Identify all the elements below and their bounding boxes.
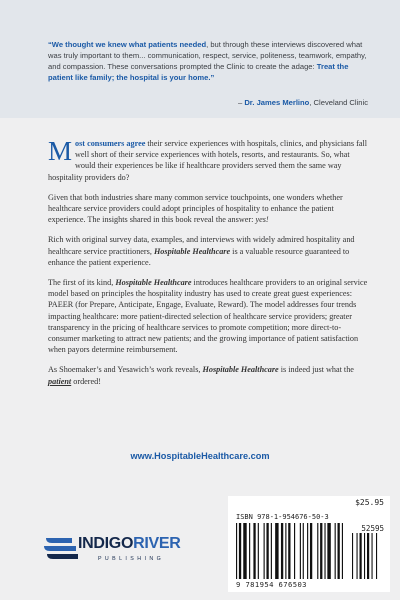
back-cover-copy [48, 138, 370, 396]
paragraph-5-text-b: is indeed just what the [278, 365, 354, 375]
attribution-name: Dr. James Merlino [244, 98, 310, 107]
attribution-dash: – [237, 98, 245, 107]
river-wave-icon [42, 530, 82, 566]
ean-digits: 9 781954 676503 [236, 580, 307, 589]
publisher-subtitle: PUBLISHING [98, 556, 165, 562]
publisher-word-a: INDIGO [78, 535, 134, 552]
quote-attribution [238, 98, 368, 107]
book-title: Hospitable Healthcare [115, 278, 192, 288]
lead-in: ost consumers agree [75, 139, 146, 148]
drop-cap: M [48, 136, 73, 166]
barcode-icon [236, 523, 384, 581]
paragraph-5 [48, 364, 370, 386]
publisher-name [78, 535, 181, 553]
paragraph-5-text-a: As Shoemaker’s and Yesawich’s work reveals, [48, 365, 203, 375]
quote-adage: Treat the patient like family; the hospital is your home.” [48, 62, 349, 82]
paragraph-3 [48, 234, 370, 268]
paragraph-2-answer: yes! [255, 215, 269, 225]
quote-opening: “We thought we knew what patients needed [48, 40, 207, 49]
paragraph-3-text-b: is a valuable resource guaranteed to enhance the patient experience. [48, 246, 350, 267]
website-link[interactable]: www.HospitableHealthcare.com [130, 451, 270, 461]
publisher-word-b: RIVER [133, 535, 181, 552]
book-title: Hospitable Healthcare [202, 365, 279, 375]
pull-quote [48, 39, 370, 83]
price: $25.95 [355, 498, 384, 507]
attribution-org: , Cleveland Clinic [309, 98, 368, 107]
addon-digits: 52595 [361, 524, 384, 533]
barcode-panel [228, 496, 390, 592]
paragraph-4-text-b: introduces healthcare providers to an original service model based on principles the hospitality industry has used to create great guest experiences: PAEER (for Prepare, Anticipate, Engage, Evaluate, Reward). The model addresses four trends impacting healthcare: more patient-directed selection of healthcare service providers; greater transparency in the pricing of healthcare services to promote competition; more direct-to-consumer marketing to attract new patients; and the growing importance of patient satisfaction when payors determine reimbursement. [48, 278, 368, 355]
paragraph-2-text: Given that both industries share many common service touchpoints, one wonders whether healthcare service providers could adopt principles of hospitality to enhance the patient experience. The insights shared in this book reveal the answer: [48, 192, 343, 225]
patient-emphasis: patient [48, 376, 72, 386]
paragraph-1 [48, 138, 370, 183]
paragraph-1-text: their service experiences with hospitals, clinics, and physicians fall well short of their service experiences with hotels, resorts, and restaurants. So, what would their experiences be like if healthcare providers served them the same way hospitality providers do? [48, 139, 368, 182]
book-title: Hospitable Healthcare [153, 246, 231, 256]
quote-middle: , but through these interviews discovered what was truly important to them... communication, respect, service, politeness, teamwork, empathy, and compassion. These conversations prompted the Clinic to create the adage: [48, 40, 367, 71]
paragraph-3-text-a: Rich with original survey data, examples, and interviews with widely admired hospitality and healthcare service practitioners, [48, 235, 355, 256]
paragraph-4 [48, 277, 370, 355]
paragraph-2 [48, 192, 370, 226]
publisher-logo [42, 530, 202, 570]
isbn-text: ISBN 978-1-954676-50-3 [236, 513, 329, 521]
paragraph-5-text-c: ordered! [71, 376, 101, 386]
paragraph-4-text-a: The first of its kind, [48, 278, 116, 288]
